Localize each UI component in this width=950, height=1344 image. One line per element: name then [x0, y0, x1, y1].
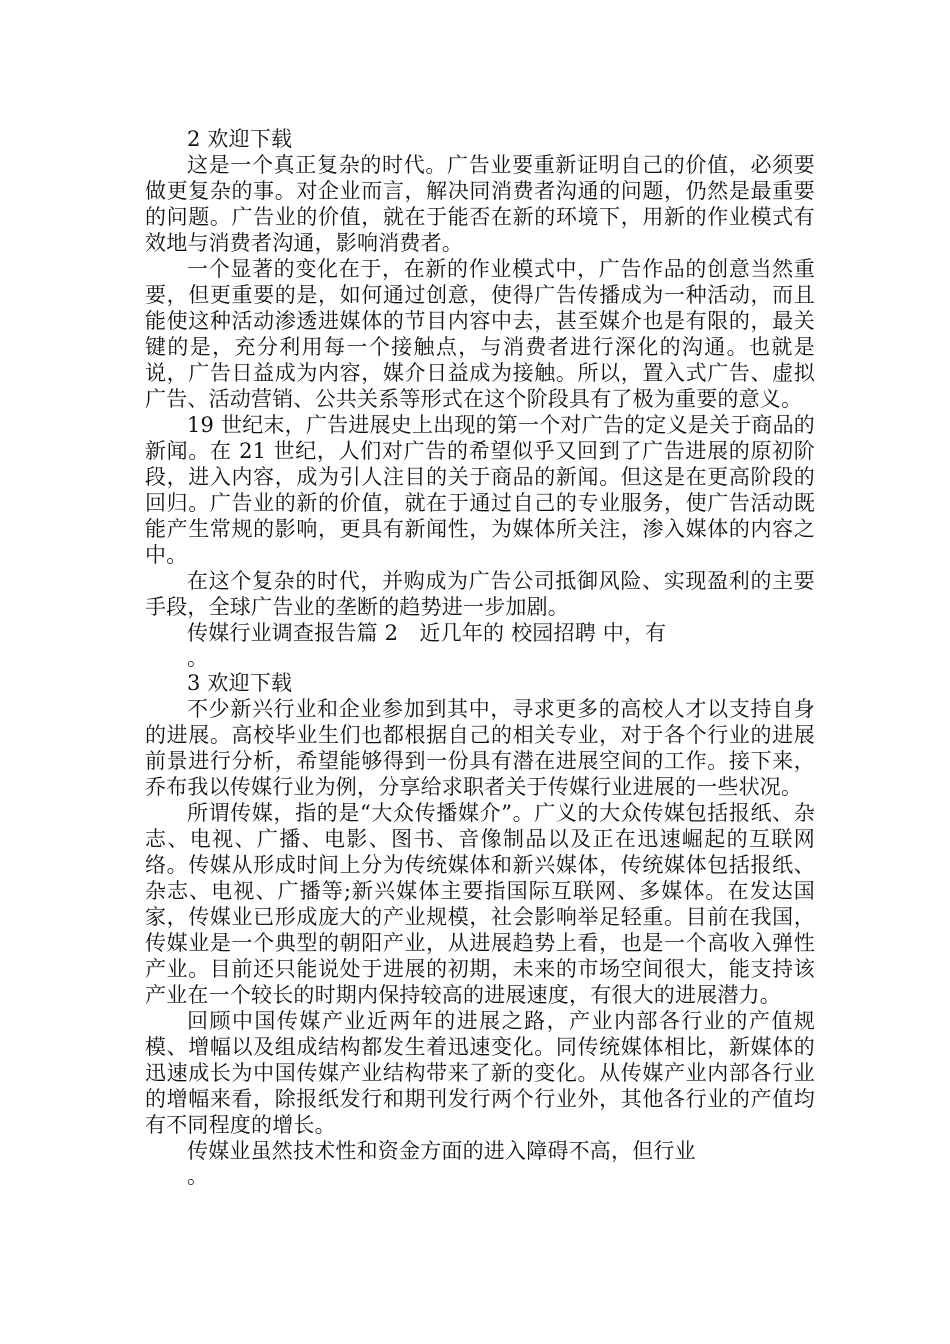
document-body [145, 126, 815, 1188]
report-heading-line: 传媒行业调查报告篇 2 近几年的 校园招聘 中，有 [187, 621, 667, 645]
trailing-period: 。 [187, 646, 209, 670]
paragraph-review-development: 回顾中国传媒产业近两年的进展之路，产业内部各行业的产值规模、增幅以及组成结构都发生着迅速变化。同传统媒体相比，新媒体的迅速成长为中国传媒产业结构带来了新的变化。从传媒产业内部各行业的增幅来看，除报纸发行和期刊发行两个行业外，其他各行业的产值均有不同程度的增长。 [145, 1009, 815, 1137]
paragraph-19th-century: 19 世纪末，广告进展史上出现的第一个对广告的定义是关于商品的新闻。在 21 世纪，人们对广告的希望似乎又回到了广告进展的原初阶段，进入内容，成为引人注目的关于商品的新闻。但这是在更高阶段的回归。广告业的新的价值，就在于通过自己的专业服务，使广告活动既能产生常规的影响，更具有新闻性，为媒体所关注，渗入媒体的内容之中。 [145, 413, 815, 567]
paragraph-new-work-mode: 一个显著的变化在于，在新的作业模式中，广告作品的创意当然重要，但更重要的是，如何通过创意，使得广告传播成为一种活动，而且能使这种活动渗透进媒体的节目内容中去，甚至媒介也是有限的，最关键的是，充分利用每一个接触点，与消费者进行深化的沟通。也就是说，广告日益成为内容，媒介日益成为接触。所以，置入式广告、虚拟广告、活动营销、公共关系等形式在这个阶段具有了极为重要的意义。 [145, 257, 815, 411]
paragraph-media-definition: 所谓传媒，指的是“大众传播媒介”。广义的大众传媒包括报纸、杂志、电视、广播、电影、图书、音像制品以及正在迅速崛起的互联网络。传媒从形成时间上分为传统媒体和新兴媒体，传统媒体包括报纸、杂志、电视、广播等;新兴媒体主要指国际互联网、多媒体。在发达国家，传媒业已形成庞大的产业规模，社会影响举足轻重。目前在我国，传媒业是一个典型的朝阳产业，从进展趋势上看，也是一个高收入弹性产业。目前还只能说处于进展的初期，未来的市场空间很大，能支持该产业在一个较长的时期内保持较高的进展速度，有很大的进展潜力。 [145, 801, 815, 1007]
trailing-period-2: 。 [187, 1164, 209, 1188]
paragraph-mergers: 在这个复杂的时代，并购成为广告公司抵御风险、实现盈利的主要手段，全球广告业的垄断的趋势进一步加剧。 [145, 569, 815, 619]
paragraph-new-industries: 不少新兴行业和企业参加到其中，寻求更多的高校人才以支持自身的进展。高校毕业生们也都根据自己的相关专业，对于各个行业的进展前景进行分析，希望能够得到一份具有潜在进展空间的工作。接下来，乔布我以传媒行业为例，分享给求职者关于传媒行业进展的一些状况。 [145, 697, 815, 799]
page-marker-2: 2 欢迎下载 [187, 127, 293, 151]
page-marker-3: 3 欢迎下载 [187, 671, 293, 695]
paragraph-complex-era: 这是一个真正复杂的时代。广告业要重新证明自己的价值，必须要做更复杂的事。对企业而言，解决同消费者沟通的问题，仍然是最重要的问题。广告业的价值，就在于能否在新的环境下，用新的作业模式有效地与消费者沟通，影响消费者。 [145, 153, 815, 255]
paragraph-entry-barriers: 传媒业虽然技术性和资金方面的进入障碍不高，但行业 [187, 1139, 696, 1163]
